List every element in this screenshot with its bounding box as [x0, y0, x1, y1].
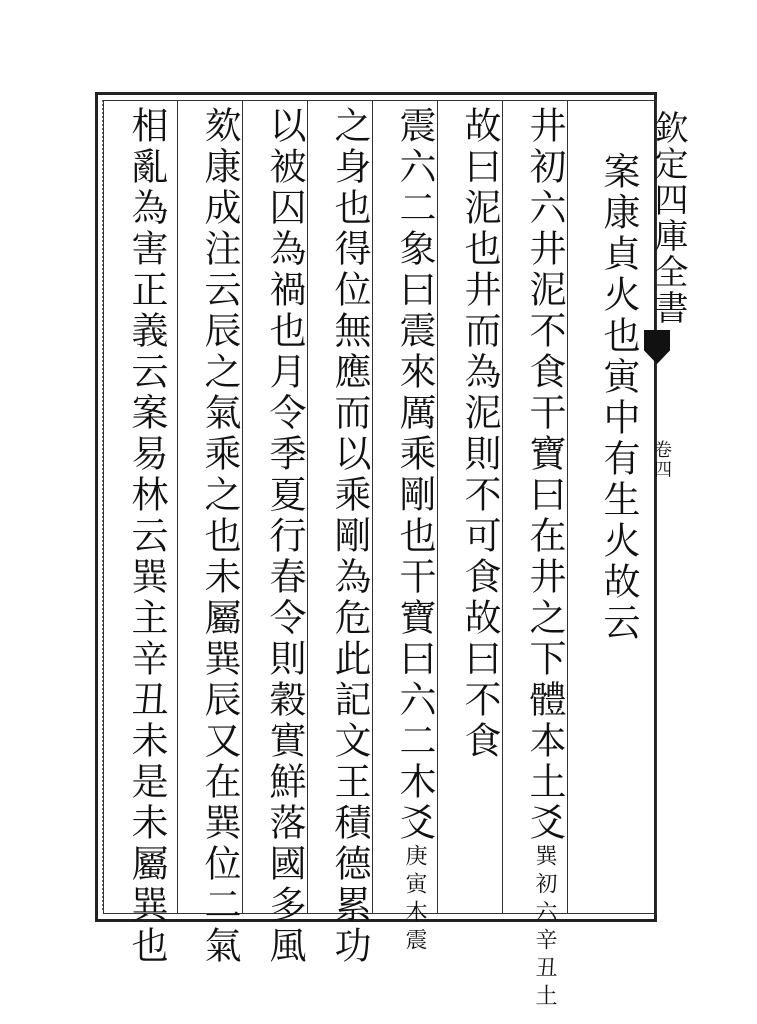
- text-column-5: [320, 106, 378, 967]
- page-margin: [640, 100, 688, 520]
- column-text: 故曰泥也井而為泥則不可食故曰不食: [458, 106, 501, 762]
- text-column-6: [255, 106, 313, 967]
- column-text: 案康貞火也寅中有生火故云: [597, 152, 640, 644]
- column-rule: [177, 100, 178, 914]
- text-frame: [95, 92, 657, 1012]
- text-column-1: [589, 152, 647, 952]
- volume-number: 卷四: [651, 440, 672, 480]
- text-column-3: [450, 106, 508, 906]
- fish-tail-mark-icon: [644, 330, 670, 364]
- interlinear-note: [385, 844, 443, 956]
- text-column-2: [515, 106, 573, 1012]
- column-text: 相亂為害正義云案易林云巽主辛丑未是未屬巽也: [125, 106, 168, 967]
- inner-border: [103, 100, 657, 914]
- note-line: 巽初六: [532, 844, 557, 928]
- note-line: 辛丑土: [532, 928, 557, 1012]
- column-text: 以被囚為禍也月令季夏行春令則穀實鮮落國多風: [263, 106, 306, 967]
- column-text: 震六二象曰震來厲乘剛也干寶曰六二木爻: [393, 106, 436, 844]
- interlinear-note: [515, 844, 573, 1012]
- column-text: 欬康成注云辰之氣乘之也未屬巽辰又在巽位二氣: [198, 106, 241, 967]
- note-line: 庚寅: [402, 844, 427, 900]
- text-column-8: [117, 106, 175, 967]
- text-column-4: [385, 106, 443, 956]
- text-column-7: [190, 106, 248, 967]
- note-line: 木震: [402, 900, 427, 956]
- column-text: 之身也得位無應而以乘剛為危此記文王積德累功: [328, 106, 371, 967]
- book-title: 欽定四庫全書: [648, 110, 688, 326]
- column-text: 井初六井泥不食干寶曰在井之下體本土爻: [523, 106, 566, 844]
